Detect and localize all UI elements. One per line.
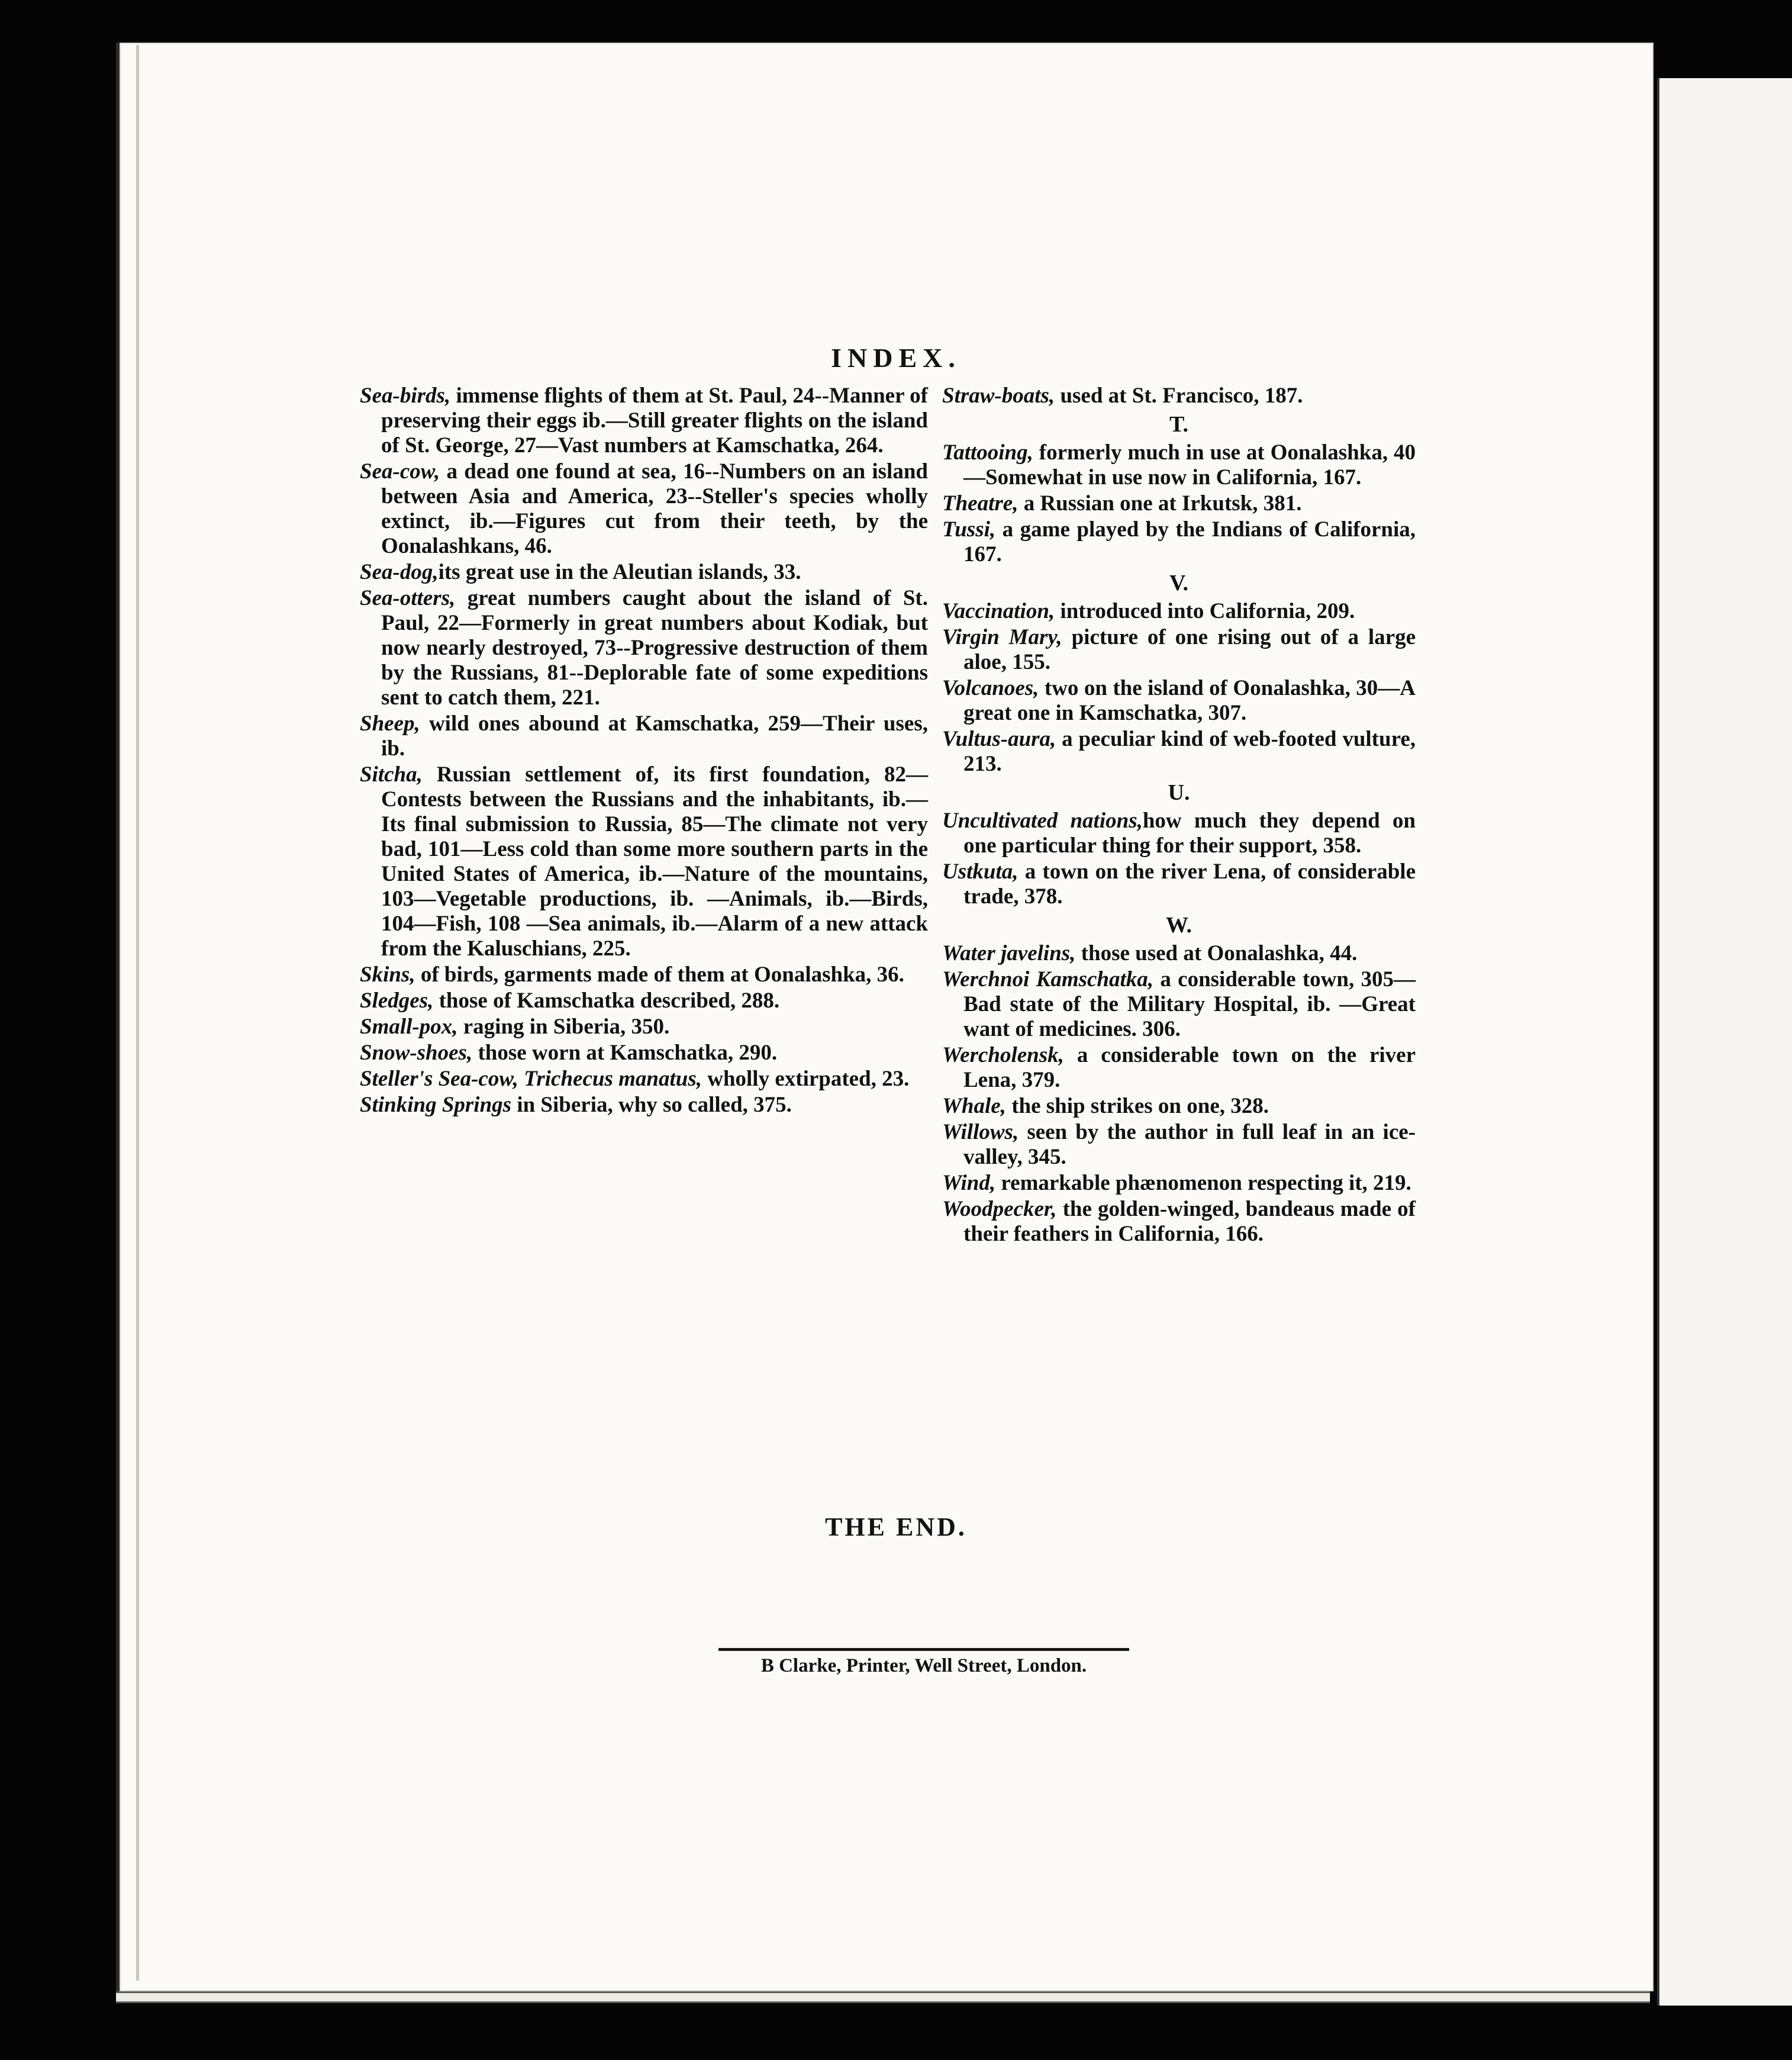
index-references: a peculiar kind of web-footed vulture, 213. xyxy=(963,727,1416,776)
index-references: remarkable phænomenon respecting it, 219. xyxy=(995,1171,1411,1195)
index-term: Theatre, xyxy=(942,491,1019,516)
index-entry xyxy=(360,712,928,761)
index-references: great numbers caught about the island of St. Paul, 22—Formerly in great numbers about Kodiak, but now nearly destroyed, 73--Progressive destruction of them by the Russians, 81--Deplorable fate of some expeditions sent to catch them, 221. xyxy=(381,586,928,710)
index-references: seen by the author in full leaf in an ice-valley, 345. xyxy=(963,1120,1416,1169)
index-term: Tattooing, xyxy=(942,440,1033,465)
index-left-column xyxy=(360,384,928,1119)
index-references: those worn at Kamschatka, 290. xyxy=(472,1041,778,1065)
index-entry xyxy=(360,1067,928,1092)
index-references: wholly extirpated, 23. xyxy=(701,1067,910,1091)
index-term: Volcanoes, xyxy=(942,676,1039,700)
index-term: Vaccination, xyxy=(942,599,1055,623)
index-references: the golden-winged, bandeaus made of their feathers in California, 166. xyxy=(963,1197,1416,1246)
index-section-letter: W. xyxy=(1165,913,1192,938)
index-references: picture of one rising out of a large aloe, 155. xyxy=(963,625,1416,674)
index-references: those used at Oonalashka, 44. xyxy=(1075,941,1358,965)
index-entry xyxy=(942,625,1416,675)
index-entry xyxy=(942,860,1416,909)
index-term: Werchnoi Kamschatka, xyxy=(942,967,1154,992)
index-entry xyxy=(942,491,1416,516)
index-entry xyxy=(360,1093,928,1118)
index-term: Sea-otters, xyxy=(360,586,456,610)
index-references: the ship strikes on one, 328. xyxy=(1005,1094,1269,1118)
index-entry xyxy=(942,517,1416,567)
index-term: Small-pox, xyxy=(360,1015,458,1039)
index-entry xyxy=(360,989,928,1013)
index-entry xyxy=(942,599,1416,624)
page-gutter-edge xyxy=(136,45,139,1981)
index-entry xyxy=(942,941,1416,966)
index-entry xyxy=(360,459,928,559)
index-term: Straw-boats, xyxy=(942,384,1055,408)
index-term: Virgin Mary, xyxy=(942,625,1062,649)
index-entry xyxy=(942,809,1416,858)
index-term: Steller's Sea-cow, Trichecus manatus, xyxy=(360,1067,702,1091)
index-references: in Siberia, why so called, 375. xyxy=(511,1093,792,1117)
index-term: Wind, xyxy=(942,1171,996,1195)
index-references: a considerable town on the river Lena, 379. xyxy=(963,1043,1416,1092)
index-entry xyxy=(942,676,1416,726)
index-term: Vultus-aura, xyxy=(942,727,1056,751)
index-entry xyxy=(360,762,928,961)
index-section-letter: U. xyxy=(1168,780,1190,805)
index-references: those of Kamschatka described, 288. xyxy=(433,989,780,1013)
index-term: Sea-dog, xyxy=(360,560,439,584)
index-entry xyxy=(942,1197,1416,1247)
index-section-letter: V. xyxy=(1169,571,1189,596)
index-term: Sledges, xyxy=(360,989,434,1013)
index-section-letter: T. xyxy=(1169,412,1189,437)
index-term: Willows, xyxy=(942,1120,1019,1144)
index-references: introduced into California, 209. xyxy=(1055,599,1355,623)
index-term: Whale, xyxy=(942,1094,1006,1118)
index-references: raging in Siberia, 350. xyxy=(457,1015,670,1039)
index-entry xyxy=(942,1094,1416,1119)
index-references: wild ones abound at Kamschatka, 259—Their uses, ib. xyxy=(381,712,928,761)
index-references: a considerable town, 305—Bad state of the Military Hospital, ib. —Great want of medicines. 306. xyxy=(963,967,1416,1041)
index-term: Ustkuta, xyxy=(942,860,1019,884)
index-references: its great use in the Aleutian islands, 33. xyxy=(438,560,801,584)
index-entry xyxy=(942,1120,1416,1170)
index-term: Tussi, xyxy=(942,517,996,542)
index-term: Stinking Springs xyxy=(360,1093,512,1117)
index-term: Skins, xyxy=(360,963,415,987)
index-term: Sheep, xyxy=(360,712,420,736)
index-entry xyxy=(360,963,928,987)
index-references: immense flights of them at St. Paul, 24--Manner of preserving their eggs ib.—Still greater flights on the island of St. George, 27—Vast numbers at Kamschatka, 264. xyxy=(381,384,928,458)
index-term: Uncultivated nations, xyxy=(942,809,1143,833)
printer-imprint: B Clarke, Printer, Well Street, London. xyxy=(760,1655,1087,1676)
index-references: formerly much in use at Oonalashka, 40—Somewhat in use now in California, 167. xyxy=(963,440,1416,490)
printer-rule xyxy=(718,1648,1129,1651)
index-entry xyxy=(360,1015,928,1039)
index-references: a Russian one at Irkutsk, 381. xyxy=(1018,491,1302,516)
index-references: Russian settlement of, its first foundation, 82—Contests between the Russians and the inhabitants, ib.—Its final submission to Russia, 85—The climate not very bad, 101—Less cold than some more southern parts in the United States of America, ib.—Nature of the mountains, 103—Vegetable productions, ib. —Animals, ib.—Birds, 104—Fish, 108 —Sea animals, ib.—Alarm of a new attack from the Kaluschians, 225. xyxy=(381,762,928,961)
index-right-column xyxy=(942,384,1416,1248)
index-entry xyxy=(942,967,1416,1042)
index-heading: INDEX. xyxy=(831,343,961,373)
index-references: a dead one found at sea, 16--Numbers on an island between Asia and America, 23--Steller's species wholly extinct, ib.—Figures cut from their teeth, by the Oonalashkans, 46. xyxy=(381,459,928,558)
index-term: Wercholensk, xyxy=(942,1043,1064,1067)
page-bottom-edge xyxy=(116,1991,1650,2003)
index-references: two on the island of Oonalashka, 30—A great one in Kamschatka, 307. xyxy=(963,676,1416,725)
index-term: Snow-shoes, xyxy=(360,1041,473,1065)
index-term: Water javelins, xyxy=(942,941,1076,965)
index-references: a game played by the Indians of California, 167. xyxy=(963,517,1416,566)
index-term: Sea-birds, xyxy=(360,384,451,408)
index-entry xyxy=(360,1041,928,1066)
index-references: used at St. Francisco, 187. xyxy=(1055,384,1303,408)
index-references: how much they depend on one particular thing for their support, 358. xyxy=(963,809,1416,858)
index-references: a town on the river Lena, of considerable trade, 378. xyxy=(963,860,1416,909)
index-term: Sea-cow, xyxy=(360,459,440,484)
index-entry xyxy=(942,727,1416,777)
the-end-heading: THE END. xyxy=(825,1512,967,1541)
index-term: Woodpecker, xyxy=(942,1197,1057,1221)
index-entry xyxy=(942,440,1416,490)
index-entry xyxy=(360,384,928,458)
index-term: Sitcha, xyxy=(360,762,423,787)
index-entry xyxy=(360,560,928,585)
index-entry xyxy=(360,586,928,710)
index-references: of birds, garments made of them at Oonalashka, 36. xyxy=(415,963,904,987)
index-entry xyxy=(942,1043,1416,1093)
index-entry xyxy=(942,384,1416,408)
index-entry xyxy=(942,1171,1416,1196)
